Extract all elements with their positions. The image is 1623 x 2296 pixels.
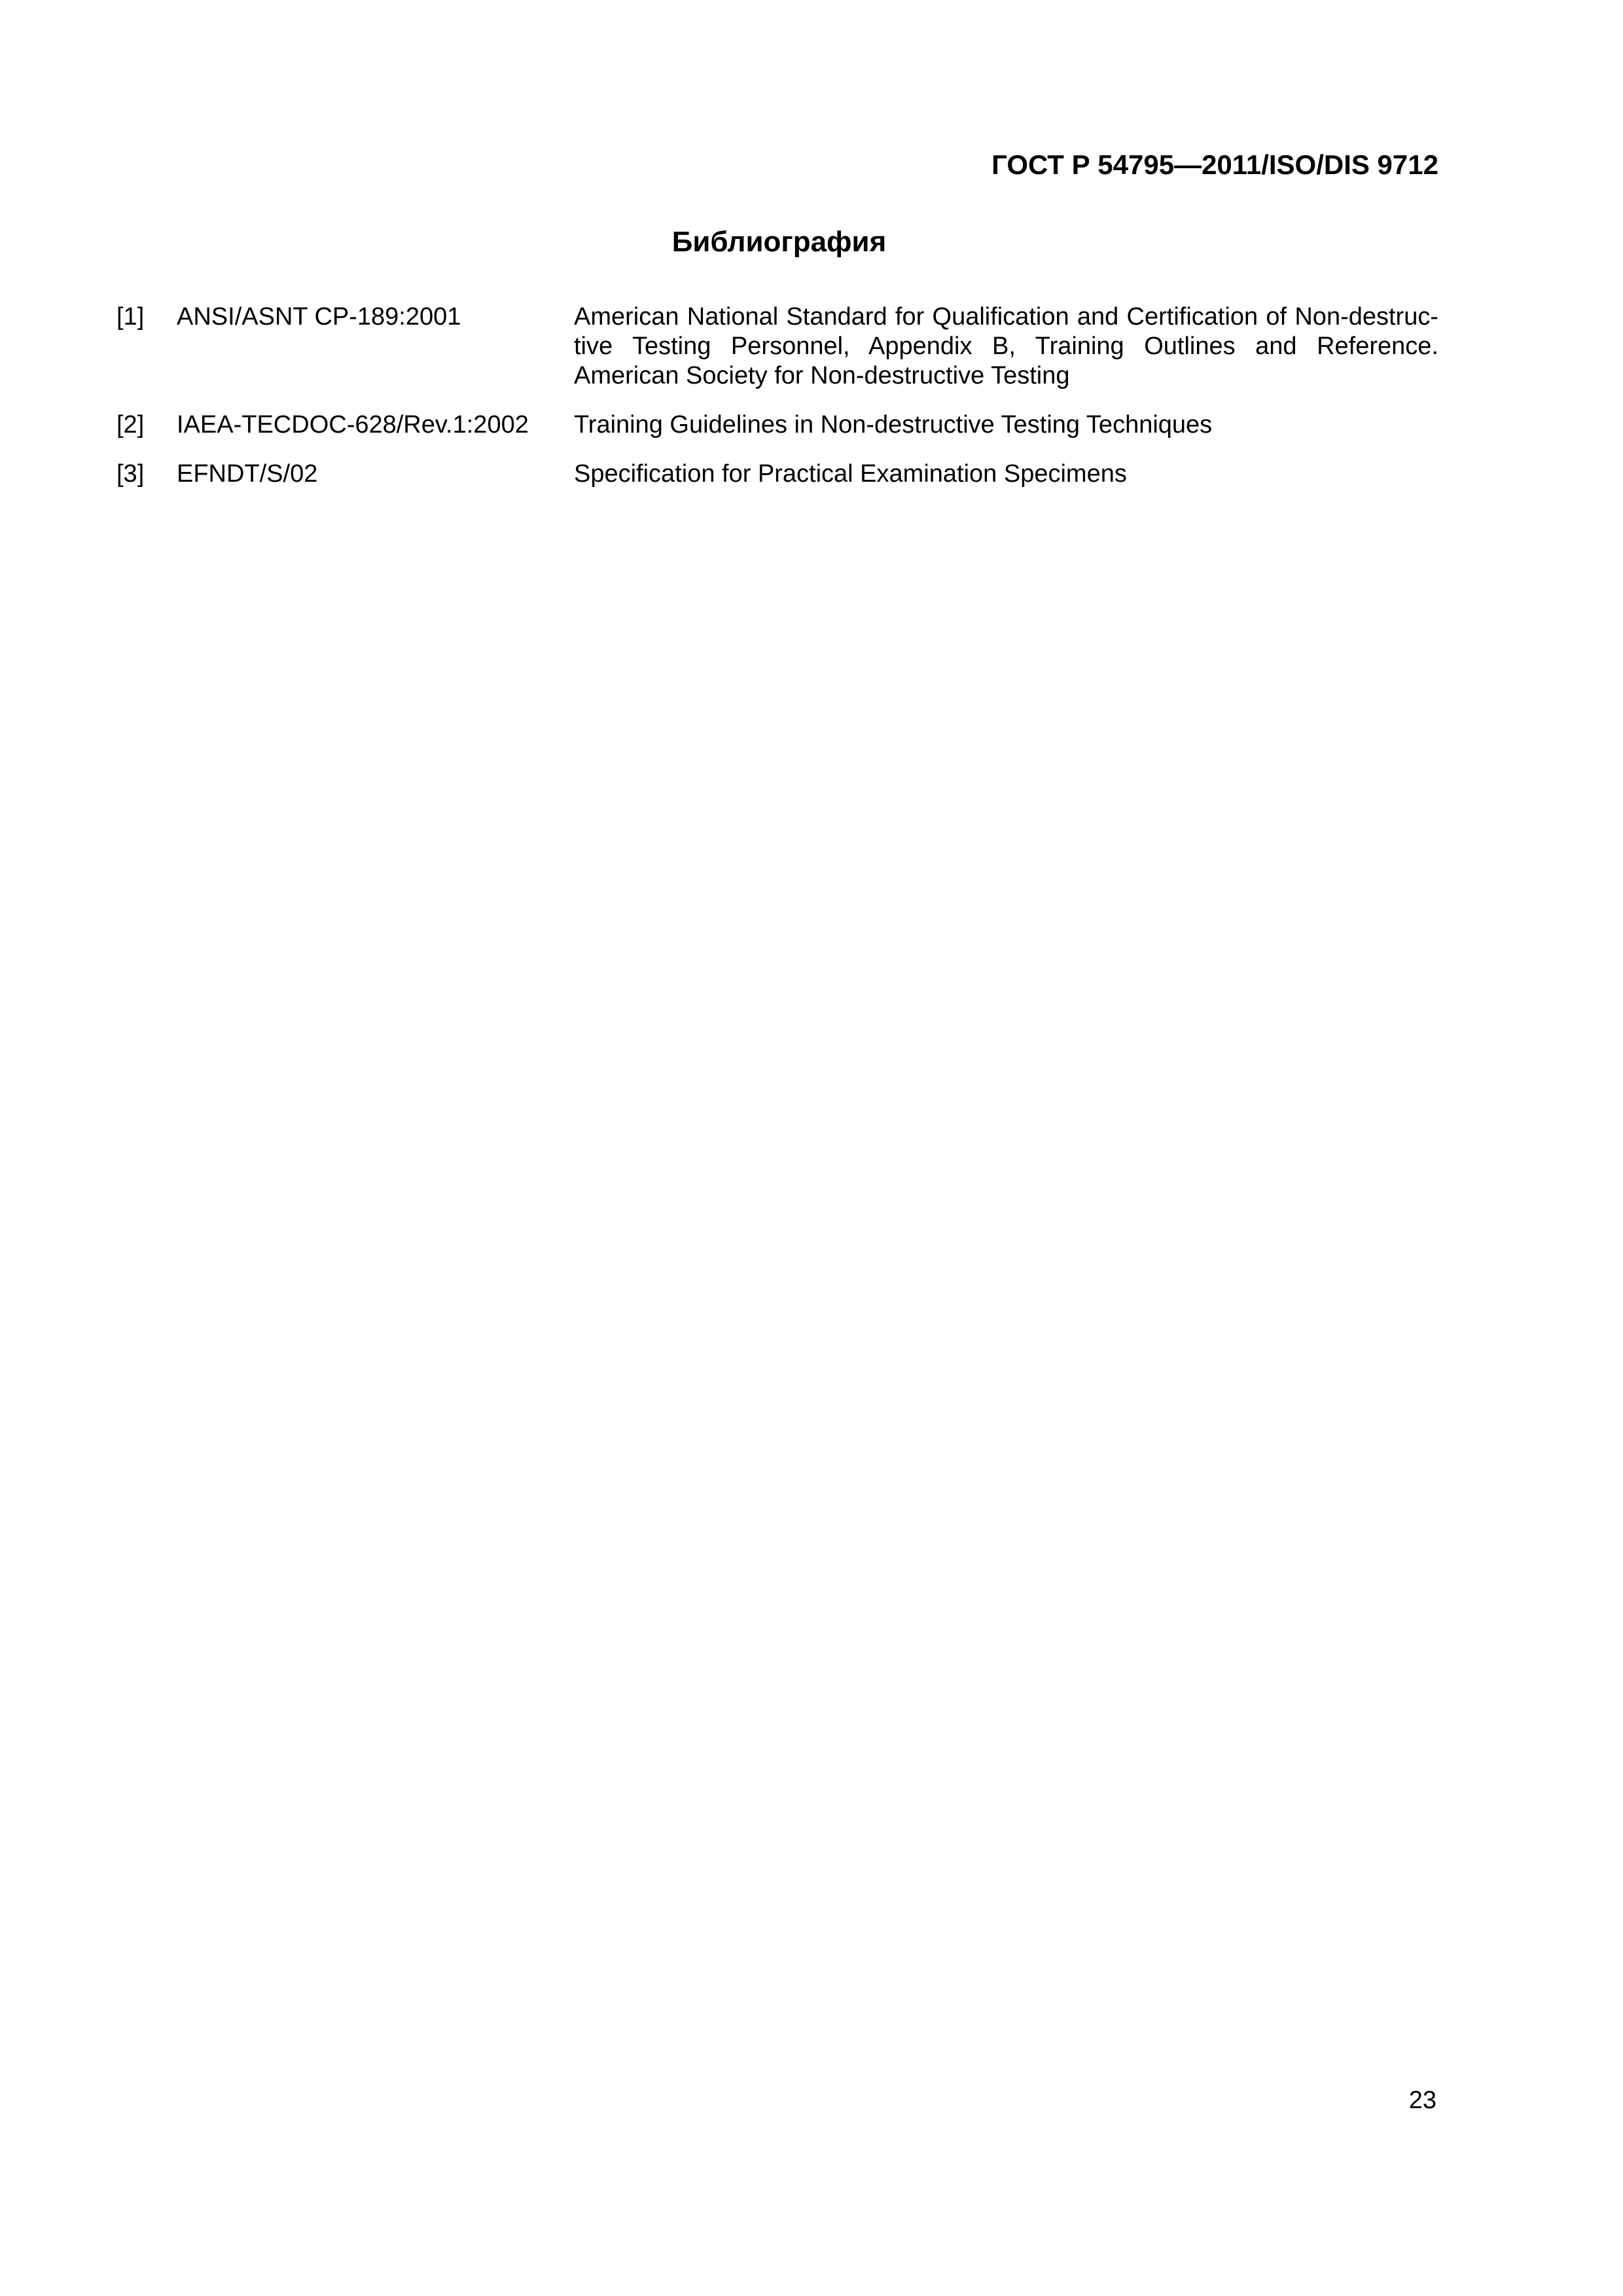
bibliography-entry-number: [1]	[116, 303, 145, 331]
bibliography-entry-number: [2]	[116, 411, 145, 439]
bibliography-entry-3	[116, 459, 1438, 489]
bibliography-entry-code: EFNDT/S/02	[177, 460, 318, 488]
document-header-standard-code: ГОСТ Р 54795—2011/ISO/DIS 9712	[991, 149, 1438, 180]
bibliography-entry-title: Specification for Practical Examination Specimens	[574, 460, 1127, 488]
bibliography-entry-number: [3]	[116, 460, 145, 488]
page-number: 23	[1408, 2087, 1436, 2114]
bibliography-entry-code: IAEA-TECDOC-628/Rev.1:2002	[177, 411, 529, 439]
bibliography-entry-title: Training Guidelines in Non-destructive Testing Techniques	[574, 411, 1213, 439]
bibliography-entry-code: ANSI/ASNT CP-189:2001	[177, 303, 461, 331]
bibliography-entry-1	[116, 302, 1438, 391]
bibliography-entry-title: American National Standard for Qualification and Certification of Non-destructive Testing Personnel, Appendix B, Training Outlines and Reference. American Society for Non-destructive Testing	[574, 303, 1438, 389]
section-title-bibliography: Библиография	[671, 226, 887, 258]
bibliography-list	[116, 302, 1438, 509]
bibliography-entry-2	[116, 410, 1438, 440]
